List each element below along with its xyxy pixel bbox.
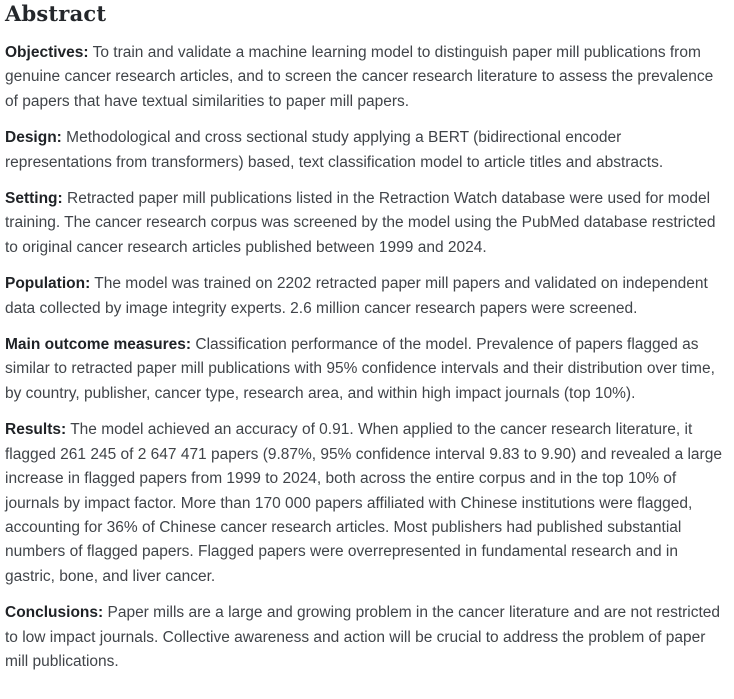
paragraph-results-text: The model achieved an accuracy of 0.91. When applied to the cancer research literature, it flagged 261 245 of 2 647 471 papers (9.87%, 95% confidence interval 9.83 to 9.90) and revealed a large increase in flagged papers from 1999 to 2024, both across the entire corpus and in the top 10% of journals by impact factor. More than 170 000 papers affiliated with Chinese institutions were flagged, accounting for 36% of Chinese cancer research articles. Most publishers had published substantial numbers of flagged papers. Flagged papers were overrepresented in fundamental research and in gastric, bone, and liver cancer. [5,421,722,585]
paragraph-setting [5,187,730,260]
paragraph-setting-text: Retracted paper mill publications listed in the Retraction Watch database were used for model training. The cancer research corpus was screened by the model using the PubMed database restricted to original cancer research articles published between 1999 and 2024. [5,190,716,256]
abstract-heading: Abstract [5,1,107,26]
paragraph-results [5,418,730,589]
paragraph-conclusions-label: Conclusions: [5,604,104,622]
paragraph-objectives [5,41,730,114]
paragraph-main-outcome-measures-text: Classification performance of the model. Prevalence of papers flagged as similar to retracted paper mill publications with 95% confidence intervals and their distribution over time, by country, publisher, cancer type, research area, and within high impact journals (top 10%). [5,336,715,402]
paragraph-design [5,126,730,175]
paragraph-design-label: Design: [5,129,62,147]
paragraph-population-label: Population: [5,275,91,293]
paragraph-objectives-label: Objectives: [5,44,89,61]
paragraph-results-label: Results: [5,421,67,439]
paragraph-objectives-text: To train and validate a machine learning model to distinguish paper mill publications from genuine cancer research articles, and to screen the cancer research literature to assess the prevalence of papers that have textual similarities to paper mill papers. [5,44,714,110]
paragraph-design-text: Methodological and cross sectional study applying a BERT (bidirectional encoder representations from transformers) based, text classification model to article titles and abstracts. [5,129,664,171]
paragraph-conclusions-text: Paper mills are a large and growing problem in the cancer literature and are not restricted to low impact journals. Collective awareness and action will be crucial to address the problem of paper mill publications. [5,604,721,670]
paragraph-main-outcome-measures [5,333,730,406]
paragraph-main-outcome-measures-label: Main outcome measures: [5,336,192,354]
paragraph-population [5,272,730,321]
paragraph-setting-label: Setting: [5,190,63,208]
paragraph-population-text: The model was trained on 2202 retracted paper mill papers and validated on independent data collected by image integrity experts. 2.6 million cancer research papers were screened. [5,275,708,317]
paragraph-conclusions [5,601,730,674]
